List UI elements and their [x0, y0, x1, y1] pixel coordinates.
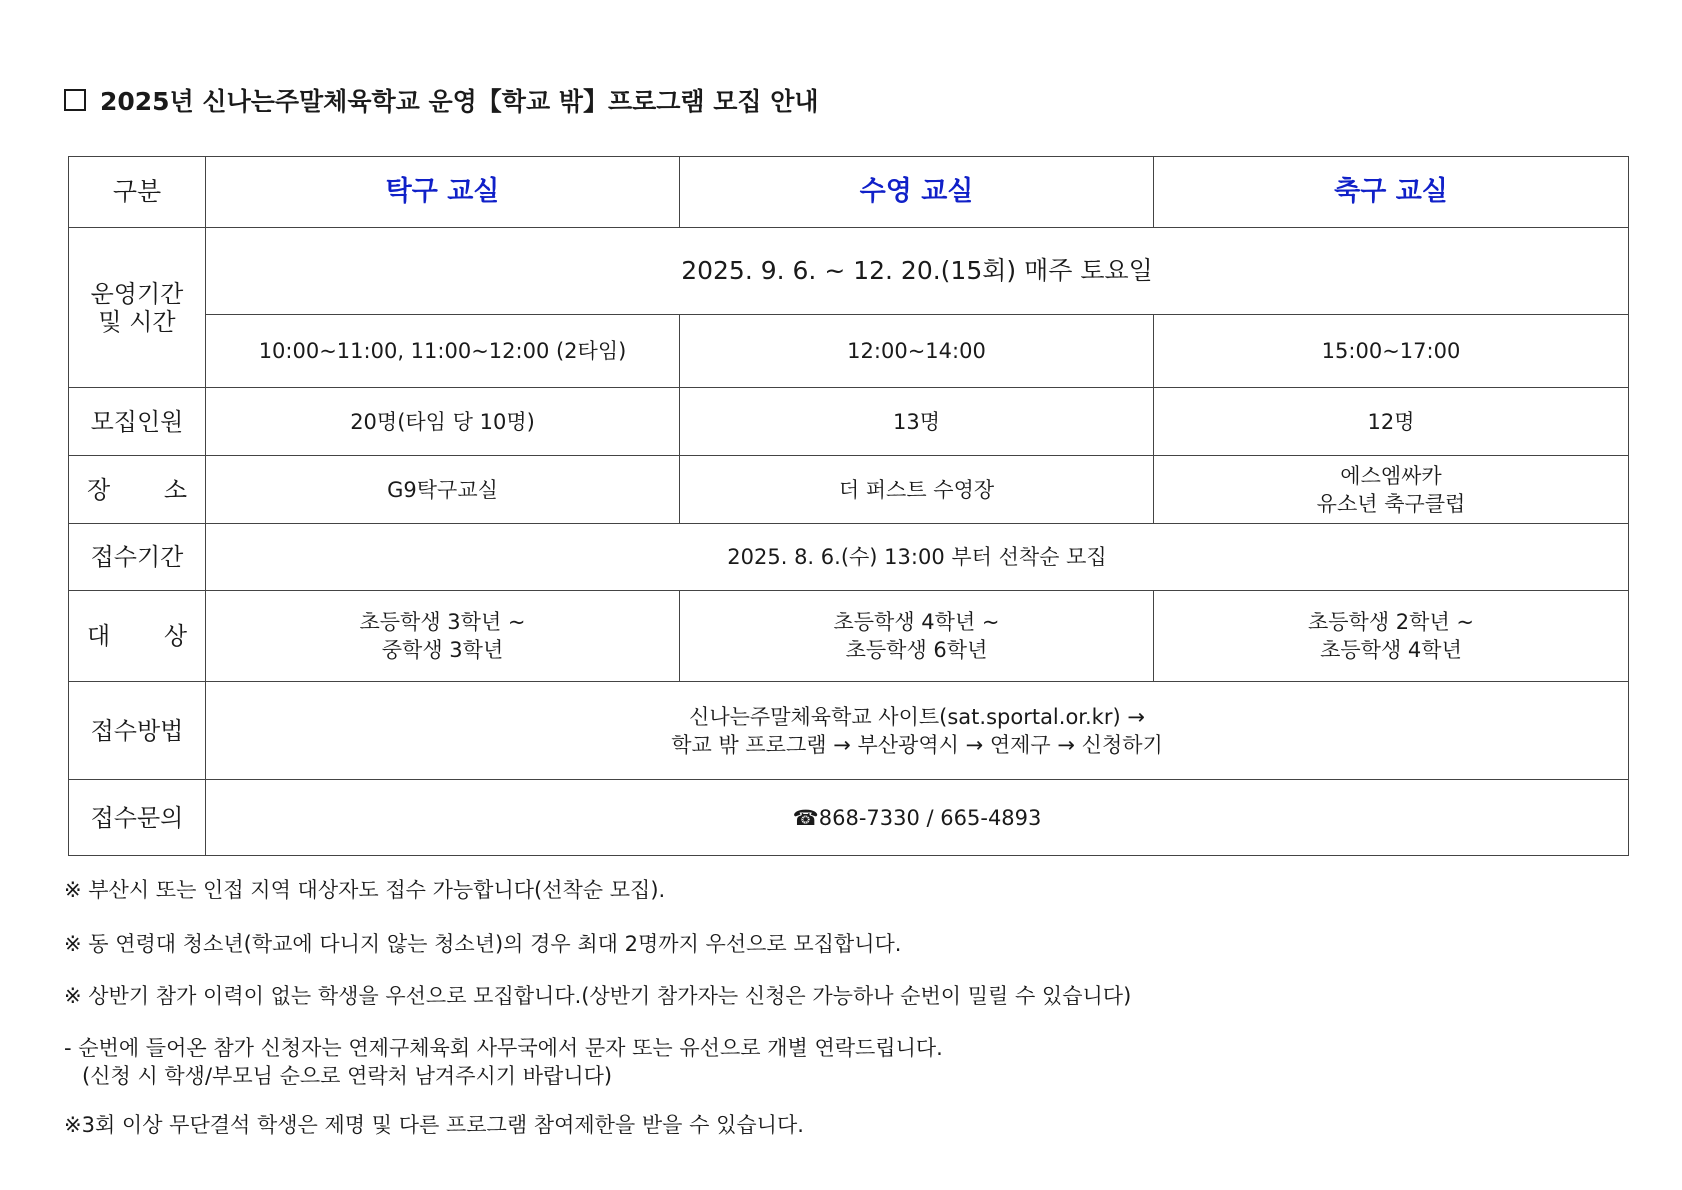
inquiry-row	[69, 780, 1629, 856]
target-label-b: 상	[163, 622, 187, 650]
capacity-row	[69, 388, 1629, 456]
program-table-tennis: 탁구 교실	[206, 157, 680, 228]
application-period-value: 2025. 8. 6.(수) 13:00 부터 선착순 모집	[206, 524, 1629, 591]
target-row	[69, 591, 1629, 682]
location-label-b: 소	[163, 475, 187, 504]
location-soccer-line1: 에스엠싸카	[1340, 463, 1442, 488]
target-soccer-line2: 초등학생 4학년	[1320, 638, 1462, 662]
note-4-line1: - 순번에 들어온 참가 신청자는 연제구체육회 사무국에서 문자 또는 유선으로 개별 연락드립니다.	[64, 1036, 943, 1060]
target-table-tennis	[206, 591, 680, 682]
location-swimming: 더 퍼스트 수영장	[680, 456, 1154, 524]
capacity-table-tennis: 20명(타임 당 10명)	[206, 388, 680, 456]
period-label-line2: 및 시간	[98, 307, 176, 336]
target-swimming	[680, 591, 1154, 682]
target-swimming-line1: 초등학생 4학년 ~	[833, 610, 1000, 634]
method-row	[69, 682, 1629, 780]
target-label-a: 대	[87, 622, 111, 650]
method-line2: 학교 밖 프로그램 → 부산광역시 → 연제구 → 신청하기	[671, 732, 1163, 757]
note-2: ※ 동 연령대 청소년(학교에 다니지 않는 청소년)의 경우 최대 2명까지 우선으로 모집합니다.	[64, 932, 902, 956]
location-soccer-line2: 유소년 축구클럽	[1316, 491, 1466, 516]
target-soccer	[1154, 591, 1629, 682]
target-label	[69, 591, 206, 682]
location-row	[69, 456, 1629, 524]
table-header-row	[69, 157, 1629, 228]
program-swimming: 수영 교실	[680, 157, 1154, 228]
inquiry-value: ☎868-7330 / 665-4893	[206, 780, 1629, 856]
application-period-label: 접수기간	[69, 524, 206, 591]
inquiry-label: 접수문의	[69, 780, 206, 856]
page-title	[64, 80, 819, 120]
time-table-tennis: 10:00~11:00, 11:00~12:00 (2타임)	[206, 315, 680, 388]
target-table-tennis-line2: 중학생 3학년	[381, 638, 504, 662]
period-label-line1: 운영기간	[90, 279, 184, 308]
program-table	[68, 156, 1629, 856]
program-soccer: 축구 교실	[1154, 157, 1629, 228]
location-label	[69, 456, 206, 524]
target-soccer-line1: 초등학생 2학년 ~	[1307, 610, 1475, 634]
category-header: 구분	[69, 157, 206, 228]
capacity-label: 모집인원	[69, 388, 206, 456]
page-title-text: 2025년 신나는주말체육학교 운영【학교 밖】프로그램 모집 안내	[100, 87, 819, 116]
method-label: 접수방법	[69, 682, 206, 780]
period-dates-row	[69, 228, 1629, 315]
location-table-tennis: G9탁구교실	[206, 456, 680, 524]
note-1: ※ 부산시 또는 인접 지역 대상자도 접수 가능합니다(선착순 모집).	[64, 878, 666, 902]
time-swimming: 12:00~14:00	[680, 315, 1154, 388]
method-value	[206, 682, 1629, 780]
method-line1: 신나는주말체육학교 사이트(sat.sportal.or.kr) →	[689, 704, 1145, 729]
period-dates: 2025. 9. 6. ~ 12. 20.(15회) 매주 토요일	[206, 228, 1629, 315]
time-soccer: 15:00~17:00	[1154, 315, 1629, 388]
checkbox-square-icon	[64, 89, 86, 111]
target-swimming-line2: 초등학생 6학년	[845, 638, 988, 662]
capacity-soccer: 12명	[1154, 388, 1629, 456]
note-5: ※3회 이상 무단결석 학생은 제명 및 다른 프로그램 참여제한을 받을 수 있습니다.	[64, 1113, 804, 1137]
target-table-tennis-line1: 초등학생 3학년 ~	[359, 610, 526, 634]
location-soccer	[1154, 456, 1629, 524]
note-4-line2: (신청 시 학생/부모님 순으로 연락처 남겨주시기 바랍니다)	[82, 1064, 613, 1088]
capacity-swimming: 13명	[680, 388, 1154, 456]
period-times-row	[69, 315, 1629, 388]
application-period-row	[69, 524, 1629, 591]
note-3: ※ 상반기 참가 이력이 없는 학생을 우선으로 모집합니다.(상반기 참가자는 신청은 가능하나 순번이 밀릴 수 있습니다)	[64, 984, 1132, 1008]
location-label-a: 장	[87, 475, 111, 504]
period-label	[69, 228, 206, 388]
